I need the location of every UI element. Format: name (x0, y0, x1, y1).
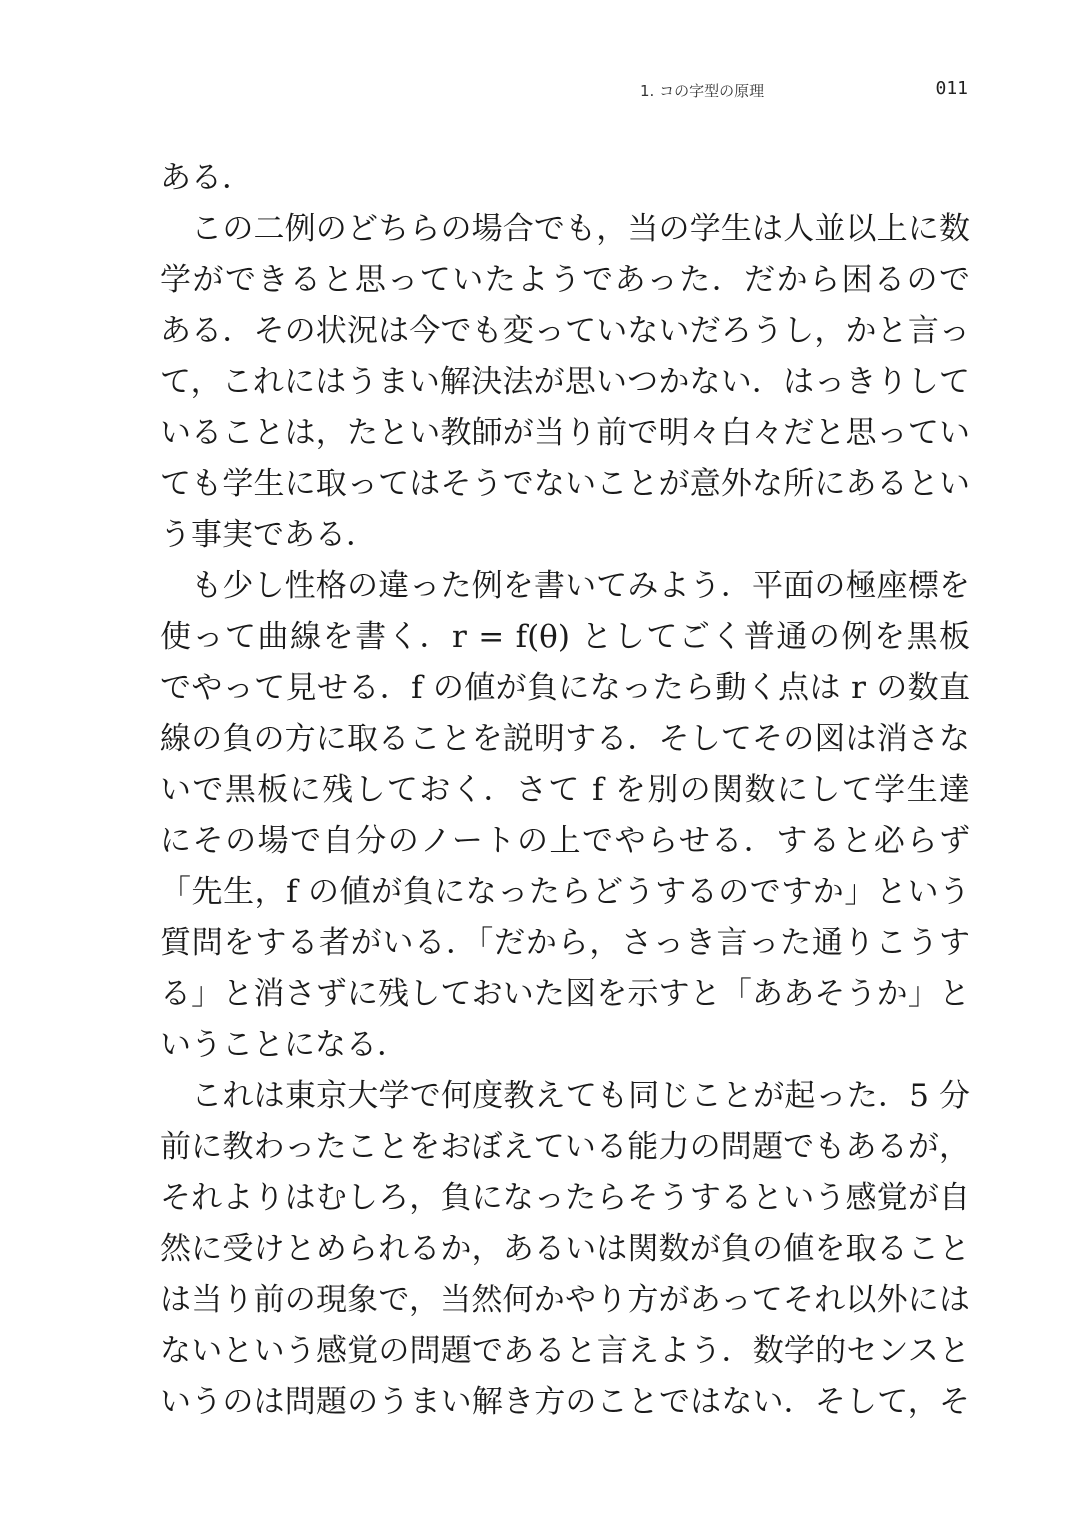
text-line: にその場で自分のノートの上でやらせる．すると必らず (160, 823, 970, 859)
page-number: 011 (935, 78, 968, 99)
text-line: 然に受けとめられるか，あるいは関数が負の値を取ること (160, 1231, 970, 1267)
text-line: 使って曲線を書く．r = f(θ) としてごく普通の例を黒板 (160, 619, 970, 655)
body-text (160, 153, 970, 1428)
text-line: ても学生に取ってはそうでないことが意外な所にあるとい (160, 466, 970, 502)
text-line: いうことになる． (160, 1027, 408, 1063)
text-line: いうのは問題のうまい解き方のことではない．そして，そ (160, 1384, 970, 1420)
text-line: 学ができると思っていたようであった．だから困るので (160, 262, 970, 298)
text-line: は当り前の現象で，当然何かやり方があってそれ以外には (160, 1282, 970, 1318)
text-line: る」と消さずに残しておいた図を示すと「ああそうか」と (160, 976, 970, 1012)
text-line: 質問をする者がいる．「だから，さっき言った通りこうす (160, 925, 970, 961)
text-line: も少し性格の違った例を書いてみよう．平面の極座標を (160, 568, 970, 604)
text-line: いで黒板に残しておく．さて f を別の関数にして学生達 (160, 772, 970, 808)
text-line: それよりはむしろ，負になったらそうするという感覚が自 (160, 1180, 970, 1216)
text-line: ある．その状況は今でも変っていないだろうし，かと言っ (160, 313, 970, 349)
text-line: でやって見せる．f の値が負になったら動く点は r の数直 (160, 670, 970, 706)
text-line: この二例のどちらの場合でも，当の学生は人並以上に数 (160, 211, 970, 247)
chapter-title: 1. コの字型の原理 (640, 82, 765, 100)
running-header (160, 76, 968, 106)
text-line: て，これにはうまい解決法が思いつかない．はっきりして (160, 364, 970, 400)
text-line: う事実である． (160, 517, 377, 553)
text-line: 線の負の方に取ることを説明する．そしてその図は消さな (160, 721, 970, 757)
text-line: いることは，たとい教師が当り前で明々白々だと思ってい (160, 415, 970, 451)
text-line: 前に教わったことをおぼえている能力の問題でもあるが， (160, 1129, 970, 1165)
text-line: ある． (160, 160, 253, 196)
text-line: 「先生，f の値が負になったらどうするのですか」という (160, 874, 970, 910)
text-line: ないという感覚の問題であると言えよう．数学的センスと (160, 1333, 970, 1369)
text-line: これは東京大学で何度教えても同じことが起った．5 分 (160, 1078, 970, 1114)
